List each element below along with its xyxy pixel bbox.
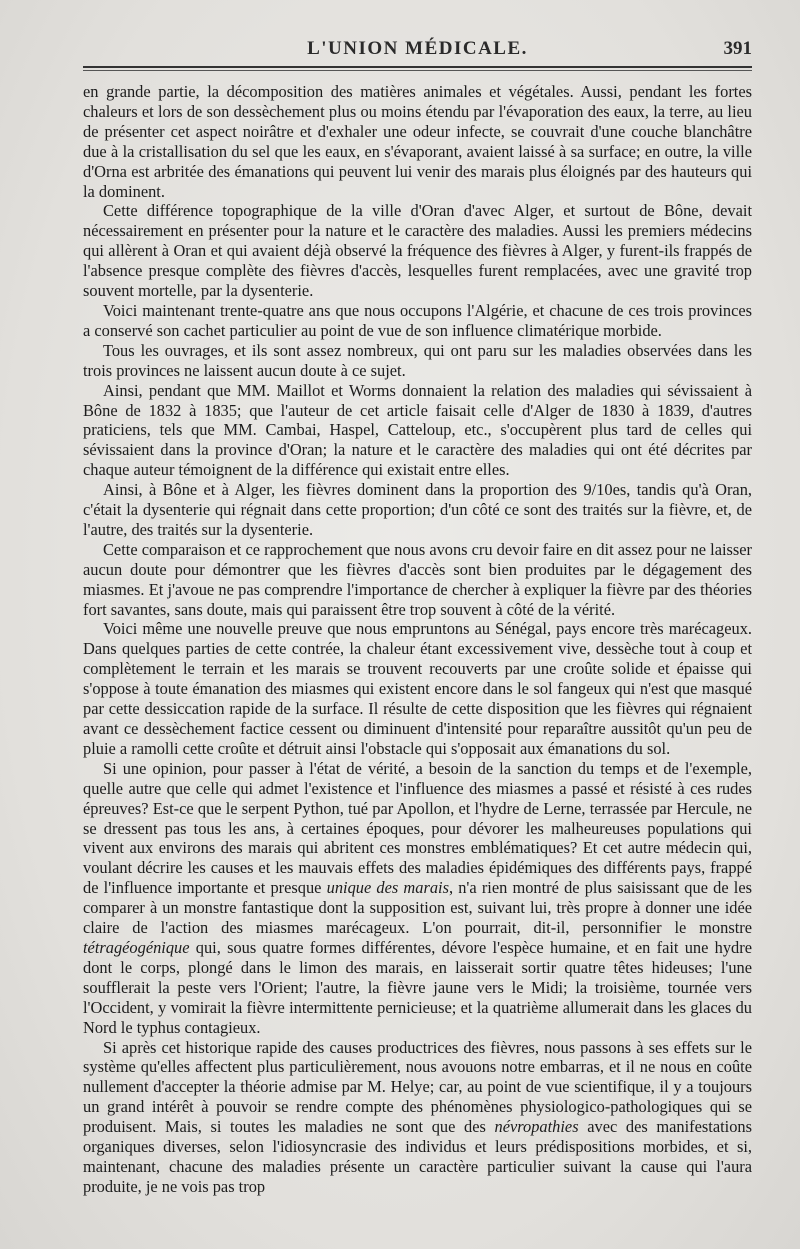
paragraph <box>83 619 752 758</box>
paragraph <box>83 381 752 481</box>
paragraph-text: Voici maintenant trente-quatre ans que nous occupons l'Algérie, et chacune de ces trois provinces a conservé son cachet particulier au point de vue de son influence climatérique morbide. <box>83 300 752 340</box>
page-number: 391 <box>723 38 752 59</box>
paragraph-text: Ainsi, à Bône et à Alger, les fièvres dominent dans la proportion des 9/10es, tandis qu'à Oran, c'était la dysenterie qui régnait dans cette proportion; d'un côté ce sont des traités sur la fièvre, et, de l'autre, des traités sur la dysenterie. <box>83 480 752 539</box>
article-body <box>83 82 752 1197</box>
paragraph-text: , n'a rien montré de plus saisissant que de les comparer à un monstre fantastique dont la supposition est, suivant lui, très propre à donner une idée claire de l'action des miasmes marécageux. L'on pourrait, dit-il, personnifier le monstre <box>83 878 752 938</box>
running-title: L'UNION MÉDICALE. <box>307 38 528 59</box>
paragraph-text: Ainsi, pendant que MM. Maillot et Worms donnaient la relation des maladies qui sévissaient à Bône de 1832 à 1835; que l'auteur de cet article faisait celle d'Alger de 1830 à 1839, d'autres praticiens, tels que MM. Cambai, Haspel, Catteloup, etc., s'occupèrent plus tard de celles qui sévissaient dans la province d'Oran; la nature et le caractère des maladies qui ont été décrites par chaque auteur témoignent de la différence qui existait entre elles. <box>83 380 752 480</box>
italic-term: névropathies <box>494 1117 579 1137</box>
paragraph-text: Cette comparaison et ce rapprochement que nous avons cru devoir faire en dit assez pour ne laisser aucun doute pour démontrer que les fièvres d'accès sont bien produites par le dégagement des miasmes. Et j'avoue ne pas comprendre l'importance de chercher à expliquer la fièvre par des théories fort savantes, sans doute, mais qui paraissent être trop souvent à côté de la vérité. <box>83 539 753 619</box>
paragraph <box>83 1038 752 1197</box>
header-rule-thin <box>83 70 752 71</box>
paragraph <box>83 540 752 620</box>
paragraph-text: Si une opinion, pour passer à l'état de vérité, a besoin de la sanction du temps et de l'exemple, quelle autre que celle qui admet l'existence et l'influence des miasmes a passé et résisté à ces rudes épreuves? Est-ce que le serpent Python, tué par Apollon, et l'hydre de Lerne, terrassée par Hercule, ne se dressent pas tous les ans, à certaines époques, pour dévorer les malheureuses populations qui vivent aux environs des marais qui abritent ces monstres emblématiques? Et cet autre médecin qui, voulant décrire les causes et les mauvais effets des maladies épidémiques des différents pays, frappé de l'influence importante et presque <box>83 758 752 898</box>
paragraph <box>83 301 752 341</box>
italic-term: unique des marais <box>326 878 449 898</box>
italic-term: tétragéogénique <box>83 937 190 957</box>
paragraph <box>83 82 752 201</box>
paragraph-text: qui, sous quatre formes différentes, dévore l'espèce humaine, et en fait une hydre dont le corps, plongé dans le limon des marais, en laisserait sortir quatre têtes hideuses; l'une soufflerait la peste vers l'Orient; l'autre, la fièvre jaune vers le Midi; la troisième, tournée vers l'Occident, y vomirait la fièvre intermittente pernicieuse; et la quatrième allumerait dans les glaces du Nord le typhus contagieux. <box>83 937 752 1037</box>
paragraph-text: Si après cet historique rapide des causes productrices des fièvres, nous passons à ses effets sur le système qu'elles affectent plus particulièrement, nous avouons notre embarras, et il ne nous en coûte nullement d'accepter la théorie admise par M. Helye; car, au point de vue scientifique, il y a toujours un grand intérêt à pouvoir se rendre compte des phénomènes physiologico-pathologiques qui se produisent. Mais, si toutes les maladies ne sont que des <box>83 1037 752 1137</box>
paragraph-text: Voici même une nouvelle preuve que nous empruntons au Sénégal, pays encore très marécageux. Dans quelques parties de cette contrée, la chaleur étant excessivement vive, dessèche tout à coup et complètement le terrain et les marais se trouvent recouverts par une croûte solide et épaisse qui s'oppose à toute émanation des miasmes qui existent encore dans le sol fangeux qui n'est que masqué par cette dessiccation rapide de la surface. Il résulte de cette disposition que les fièvres qui régnaient avant ce dessèchement factice cessent ou diminuent d'intensité pour reparaître aussitôt qu'un peu de pluie a ramolli cette croûte et détruit ainsi l'obstacle qui s'opposait aux émanations du sol. <box>83 619 752 758</box>
paragraph <box>83 480 752 540</box>
paragraph-text: Tous les ouvrages, et ils sont assez nombreux, qui ont paru sur les maladies observées dans les trois provinces ne laissent aucun doute à ce sujet. <box>83 340 752 380</box>
header-rule <box>83 66 752 68</box>
page-header <box>83 34 752 68</box>
paragraph-text: en grande partie, la décomposition des matières animales et végétales. Aussi, pendant les fortes chaleurs et lors de son dessèchement plus ou moins étendu par l'évaporation des eaux, la terre, au lieu de présenter cet aspect noirâtre et d'exhaler une odeur infecte, se couvrait d'une couche blanchâtre due à la cristallisation du sel que les eaux, en s'évaporant, avaient laissé à sa surface; en outre, la ville d'Orna est arbritée des émanations qui peuvent lui venir des marais plus éloignés par des hauteurs qui la dominent. <box>83 82 752 201</box>
paragraph-text: avec des manifestations organiques diverses, selon l'idiosyncrasie des individus et leurs prédispositions morbides, et si, maintenant, chacune des maladies présente un caractère particulier suivant la cause qui l'aura produite, je ne vois pas trop <box>83 1117 752 1196</box>
paragraph <box>83 341 752 381</box>
paragraph-text: Cette différence topographique de la ville d'Oran d'avec Alger, et surtout de Bône, devait nécessairement en présenter pour la nature et le caractère des maladies. Aussi les premiers médecins qui allèrent à Oran et qui avaient déjà observé la fréquence des fièvres à Alger, y furent-ils frappés de l'absence presque complète des fièvres d'accès, lesquelles furent remplacées, avec une gravité trop souvent mortelle, par la dysenterie. <box>83 201 752 301</box>
paragraph <box>83 201 752 301</box>
paragraph <box>83 759 752 1038</box>
